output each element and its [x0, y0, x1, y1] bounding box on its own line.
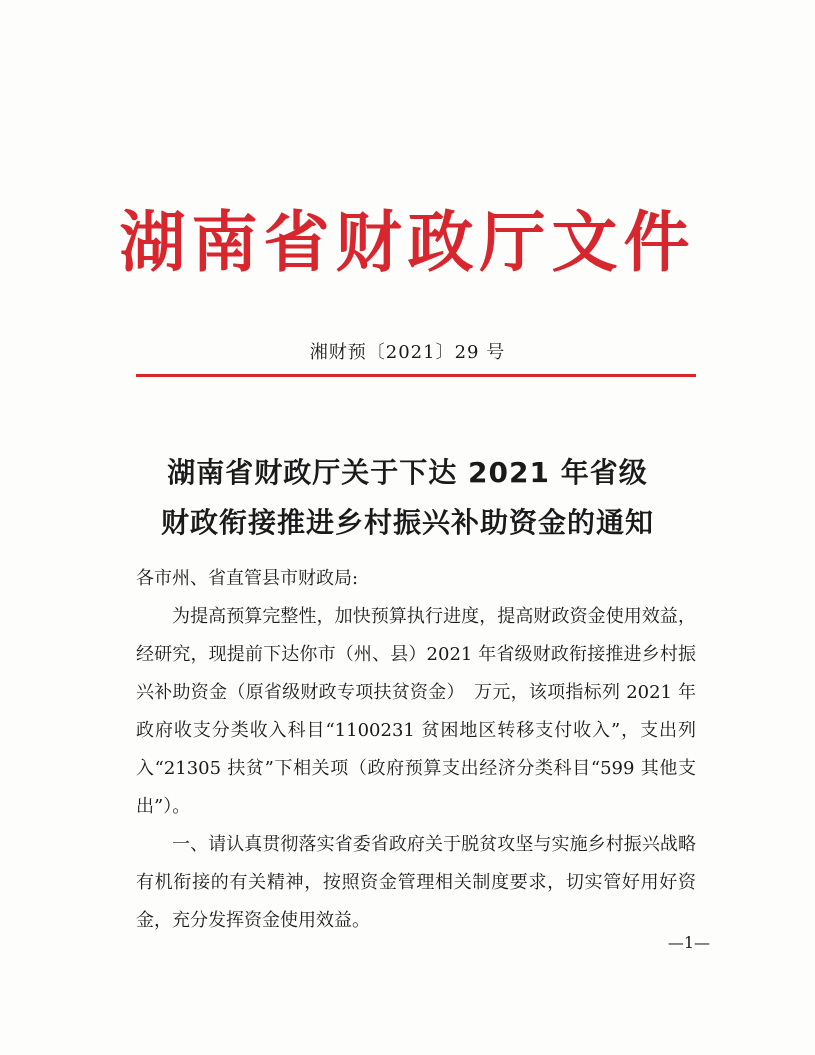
body-paragraph-2: 一、请认真贯彻落实省委省政府关于脱贫攻坚与实施乡村振兴战略有机衔接的有关精神，按照资金管理相关制度要求，切实管好用好资金，充分发挥资金使用效益。 — [136, 834, 696, 931]
document-body — [136, 560, 696, 940]
notice-title-line-1: 湖南省财政厅关于下达 2021 年省级 — [167, 456, 648, 489]
body-paragraph-1: 为提高预算完整性，加快预算执行进度，提高财政资金使用效益，经研究，现提前下达你市（州、县）2021 年省级财政衔接推进乡村振兴补助资金（原省级财政专项扶贫资金） 万元，该项指标列 2021 年政府收支分类收入科目“1100231 贫困地区转移支付收入”，支出列入“21305 扶贫”下相关项（政府预算支出经济分类科目“599 其他支出”）。 — [136, 606, 696, 817]
page-number: —1— — [667, 933, 710, 952]
issuer-header: 湖南省财政厅文件 — [119, 204, 696, 281]
notice-title — [0, 448, 815, 548]
document-number: 湘财预〔2021〕29 号 — [309, 342, 506, 363]
red-separator-line — [136, 374, 696, 377]
salutation: 各市州、省直管县市财政局: — [136, 568, 359, 589]
notice-title-line-2: 财政衔接推进乡村振兴补助资金的通知 — [160, 506, 654, 539]
